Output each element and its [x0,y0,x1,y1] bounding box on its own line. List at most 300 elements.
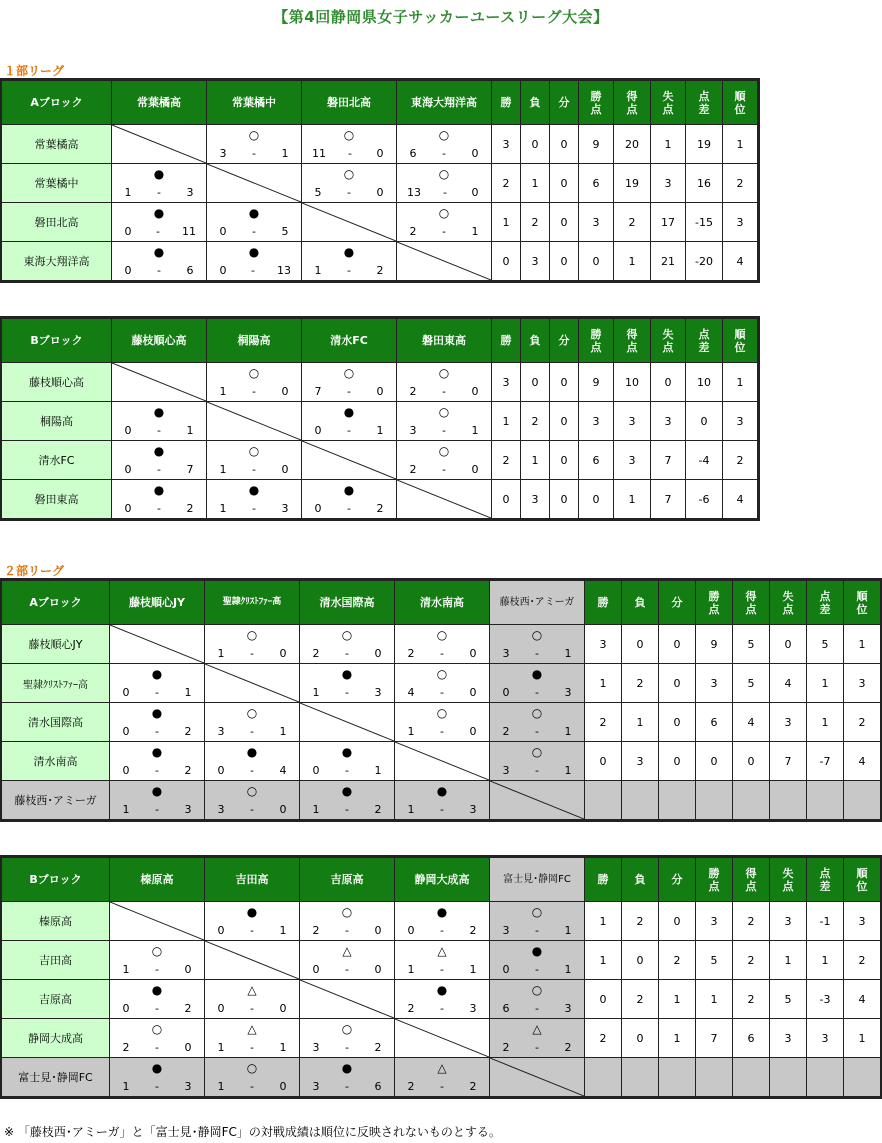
score-against: 3 [281,502,289,515]
score [490,925,584,936]
stat-value: 3 [622,742,659,781]
match-result-cell [300,941,395,980]
result-mark-icon: ○ [248,128,260,142]
stat-value: 4 [723,480,758,519]
score [397,425,491,436]
match-result-cell [397,402,492,441]
table-row [2,480,758,519]
result-mark-icon: ○ [343,128,355,142]
score [205,925,299,936]
stat-value: 0 [550,363,579,402]
score-against: 2 [564,1041,572,1054]
result-mark-icon: ● [436,983,448,997]
match-result-cell [397,441,492,480]
score-dash: - [155,1041,159,1054]
table-row [2,1019,881,1058]
result-mark-icon: ○ [436,706,448,720]
result-mark-icon: ○ [438,405,450,419]
match-result-cell [112,203,207,242]
score-against: 0 [469,725,477,738]
score [112,226,206,237]
score-dash: - [442,225,446,238]
team-column-header: 聖隷ｸﾘｽﾄﾌｧｰ高 [205,581,300,625]
score-dash: - [440,1002,444,1015]
score-against: 1 [564,647,572,660]
score-against: 0 [279,1002,287,1015]
match-result-cell [205,980,300,1019]
result-mark-icon: ○ [343,167,355,181]
score-against: 0 [469,647,477,660]
score-dash: - [535,963,539,976]
table-row [2,402,758,441]
stat-header: 負 [521,81,550,125]
stat-value: 3 [579,402,614,441]
stat-value: 0 [550,125,579,164]
score-for: 1 [217,647,225,660]
match-result-cell [110,941,205,980]
stat-value: 2 [733,902,770,941]
score-dash: - [250,1080,254,1093]
result-mark-icon: ● [153,444,165,458]
stat-value: 0 [770,625,807,664]
score-against: 7 [186,463,194,476]
result-mark-icon: ● [343,405,355,419]
match-result-cell [300,1019,395,1058]
score [110,765,204,776]
score-for: 3 [409,424,417,437]
team-row-name: 東海大翔洋高 [2,242,112,281]
stat-value: 0 [550,441,579,480]
diagonal-cell [110,625,205,664]
score [205,1081,299,1092]
score-dash: - [155,764,159,777]
match-result-cell [205,1058,300,1097]
score [205,726,299,737]
table-row [2,164,758,203]
score-for: 3 [502,764,510,777]
match-result-cell [490,902,585,941]
score-for: 2 [312,647,320,660]
score [110,964,204,975]
score [110,1081,204,1092]
score-dash: - [155,803,159,816]
score-against: 1 [564,963,572,976]
diagonal-line [300,980,394,1018]
stat-value: -1 [807,902,844,941]
stat-value: 7 [696,1019,733,1058]
score [302,503,396,514]
stat-value: -6 [686,480,723,519]
stat-value: 10 [614,363,651,402]
team-column-header: 吉原高 [300,858,395,902]
score-against: 1 [374,764,382,777]
score [302,148,396,159]
score-dash: - [252,385,256,398]
score [300,964,394,975]
stat-value: 3 [723,203,758,242]
diagonal-line [110,902,204,940]
score-for: 0 [124,424,132,437]
result-mark-icon: △ [437,944,447,958]
score-for: 3 [219,147,227,160]
score-for: 0 [124,264,132,277]
result-mark-icon: ○ [531,905,543,919]
result-mark-icon: ● [151,983,163,997]
table-row [2,742,881,781]
match-result-cell [112,480,207,519]
stat-value: 10 [686,363,723,402]
stat-header: 負 [622,581,659,625]
score [300,925,394,936]
score-against: 3 [469,803,477,816]
team-row-name: 聖隷ｸﾘｽﾄﾌｧｰ高 [2,664,110,703]
stat-value: 6 [696,703,733,742]
team-column-header: 磐田北高 [302,81,397,125]
stat-value: 2 [659,941,696,980]
score-dash: - [345,1041,349,1054]
stat-value: 4 [770,664,807,703]
table-row [2,363,758,402]
result-mark-icon: ○ [248,366,260,380]
stat-value: 0 [579,242,614,281]
score [300,765,394,776]
guest-team-column-header: 藤枝西･アミーガ [490,581,585,625]
score-for: 1 [217,1080,225,1093]
score-for: 1 [407,963,415,976]
stat-header: 失 点 [770,858,807,902]
stat-value: 1 [521,441,550,480]
score-against: 0 [376,385,384,398]
result-mark-icon: △ [437,1061,447,1075]
score [205,804,299,815]
score [110,687,204,698]
score [395,726,489,737]
match-result-cell [300,1058,395,1097]
score [490,1042,584,1053]
result-mark-icon: ● [248,483,260,497]
score-dash: - [440,924,444,937]
stat-value [622,1058,659,1097]
result-mark-icon: ● [246,745,258,759]
score-against: 5 [281,225,289,238]
score [112,265,206,276]
result-mark-icon: ○ [438,167,450,181]
team-row-name: 常葉橘高 [2,125,112,164]
stat-header: 点 差 [807,858,844,902]
result-mark-icon: ○ [438,206,450,220]
stat-value: 3 [770,902,807,941]
score-for: 1 [124,186,132,199]
diagonal-line [397,242,491,280]
score [395,1081,489,1092]
match-result-cell [112,441,207,480]
score-for: 0 [314,502,322,515]
stat-value: 4 [733,703,770,742]
match-result-cell [395,941,490,980]
match-result-cell [207,480,302,519]
stat-value [733,1058,770,1097]
stat-value: 0 [659,902,696,941]
diagonal-line [112,125,206,163]
table-row [2,781,881,820]
score-dash: - [156,225,160,238]
score [112,464,206,475]
table-row [2,125,758,164]
score-dash: - [345,1080,349,1093]
match-result-cell [110,664,205,703]
stat-value [733,781,770,820]
block-header: Bブロック [2,319,112,363]
match-result-cell [110,742,205,781]
stat-header: 順 位 [844,581,881,625]
stat-value: 2 [733,980,770,1019]
stat-value: 0 [579,480,614,519]
match-result-cell [205,1019,300,1058]
diagonal-line [110,625,204,663]
stat-header: 勝 点 [696,581,733,625]
match-result-cell [205,625,300,664]
stat-value: -7 [807,742,844,781]
stat-value: 3 [492,125,521,164]
result-mark-icon: ○ [341,905,353,919]
score [207,503,301,514]
score [490,687,584,698]
match-result-cell [395,902,490,941]
score-for: 11 [312,147,326,160]
table-row [2,441,758,480]
stat-header: 勝 [492,319,521,363]
result-mark-icon: △ [532,1022,542,1036]
score-for: 2 [409,225,417,238]
score [205,1042,299,1053]
score-against: 2 [374,803,382,816]
stat-header: 点 差 [686,81,723,125]
score-against: 1 [469,963,477,976]
match-result-cell [302,363,397,402]
stat-value: 0 [686,402,723,441]
result-mark-icon: ○ [151,944,163,958]
match-result-cell [490,1019,585,1058]
stat-value: 1 [659,1019,696,1058]
stat-header: 得 点 [733,858,770,902]
score-dash: - [347,502,351,515]
team-column-header: 桐陽高 [207,319,302,363]
team-row-name: 磐田東高 [2,480,112,519]
score-for: 3 [217,725,225,738]
stat-value: 1 [696,980,733,1019]
score [112,425,206,436]
stat-value [659,1058,696,1097]
footnote: ※ 「藤枝西･アミーガ」と「富士見･静岡FC」の対戦成績は順位に反映されないものとする。 [4,1125,501,1139]
result-mark-icon: ● [151,745,163,759]
score-dash: - [157,463,161,476]
stat-value: 3 [651,402,686,441]
score-for: 0 [217,924,225,937]
stat-header: 順 位 [723,81,758,125]
stat-value: 2 [723,164,758,203]
score-dash: - [250,647,254,660]
score-dash: - [250,803,254,816]
score [490,765,584,776]
stat-value: 3 [807,1019,844,1058]
stat-value [807,1058,844,1097]
stat-header: 得 点 [733,581,770,625]
stat-value: 3 [844,902,881,941]
score [302,187,396,198]
score-for: 7 [314,385,322,398]
score [207,386,301,397]
stat-value: 1 [844,625,881,664]
match-result-cell [300,781,395,820]
score [490,648,584,659]
score-against: 0 [471,147,479,160]
result-mark-icon: ○ [341,1022,353,1036]
score-against: 2 [184,764,192,777]
diagonal-line [207,402,301,440]
score-against: 2 [376,502,384,515]
stat-value: 0 [585,980,622,1019]
score-against: 1 [564,725,572,738]
team-row-name: 藤枝順心高 [2,363,112,402]
team-row-name: 磐田北高 [2,203,112,242]
score-dash: - [250,725,254,738]
score-for: 1 [122,803,130,816]
stat-value: 3 [492,363,521,402]
diagonal-cell [300,703,395,742]
score-against: 1 [376,424,384,437]
stat-value: 3 [651,164,686,203]
stat-value: 4 [844,980,881,1019]
score [490,1003,584,1014]
result-mark-icon: ● [341,1061,353,1075]
score-against: 3 [564,686,572,699]
stat-value: -3 [807,980,844,1019]
match-result-cell [112,242,207,281]
score [490,726,584,737]
stat-value [696,1058,733,1097]
diagonal-cell [112,363,207,402]
match-result-cell [395,781,490,820]
score-dash: - [345,924,349,937]
table-row [2,941,881,980]
stat-value: 5 [696,941,733,980]
stat-header: 失 点 [651,319,686,363]
result-mark-icon: ○ [438,128,450,142]
stat-header: 勝 [585,858,622,902]
score-dash: - [345,963,349,976]
score-dash: - [442,463,446,476]
match-result-cell [110,1019,205,1058]
score-for: 0 [217,764,225,777]
match-result-cell [110,1058,205,1097]
score-dash: - [347,424,351,437]
stat-value: 3 [614,402,651,441]
score [207,148,301,159]
result-mark-icon: △ [342,944,352,958]
diagonal-cell [395,742,490,781]
score [490,964,584,975]
score-for: 13 [407,186,421,199]
score-dash: - [157,186,161,199]
stat-value: 1 [614,242,651,281]
match-result-cell [490,941,585,980]
score-for: 0 [124,463,132,476]
diagonal-cell [395,1019,490,1058]
score-dash: - [155,963,159,976]
league-grid [1,580,881,820]
score-for: 0 [124,502,132,515]
score-for: 2 [502,725,510,738]
score-dash: - [535,1041,539,1054]
match-result-cell [397,203,492,242]
table-row [2,1058,881,1097]
match-result-cell [300,742,395,781]
score-against: 0 [184,1041,192,1054]
stat-header: 失 点 [651,81,686,125]
score-dash: - [535,764,539,777]
stat-value: 4 [723,242,758,281]
stat-value: 5 [770,980,807,1019]
match-result-cell [207,242,302,281]
stat-header: 点 差 [686,319,723,363]
score-against: 0 [471,463,479,476]
score-against: 2 [184,1002,192,1015]
match-result-cell [110,980,205,1019]
diagonal-line [207,164,301,202]
stat-value: 1 [614,480,651,519]
score-for: 2 [502,1041,510,1054]
stat-value: 6 [579,441,614,480]
score-against: 0 [184,963,192,976]
stat-value: 7 [651,480,686,519]
team-row-name: 清水FC [2,441,112,480]
team-row-name: 藤枝西･アミーガ [2,781,110,820]
result-mark-icon: ○ [531,628,543,642]
result-mark-icon: ● [531,667,543,681]
score-for: 6 [409,147,417,160]
match-result-cell [300,625,395,664]
stat-value: 1 [492,203,521,242]
diagonal-line [490,781,584,819]
score [110,804,204,815]
score-dash: - [440,963,444,976]
stat-value: 5 [733,664,770,703]
score-for: 0 [122,1002,130,1015]
stat-value: 3 [696,664,733,703]
stat-value [585,1058,622,1097]
score-for: 0 [502,963,510,976]
stat-value: 9 [579,363,614,402]
stat-value [770,1058,807,1097]
stat-value: -15 [686,203,723,242]
stat-value: 1 [659,980,696,1019]
score-for: 2 [407,647,415,660]
match-result-cell [112,402,207,441]
diagonal-cell [302,441,397,480]
diagonal-line [112,363,206,401]
score-for: 2 [409,385,417,398]
team-row-name: 榛原高 [2,902,110,941]
score-dash: - [155,686,159,699]
result-mark-icon: ● [343,245,355,259]
result-mark-icon: ○ [531,983,543,997]
score-dash: - [345,764,349,777]
score [395,964,489,975]
score-against: 0 [374,647,382,660]
stat-value: 3 [696,902,733,941]
stat-value: 0 [659,742,696,781]
diagonal-cell [490,1058,585,1097]
